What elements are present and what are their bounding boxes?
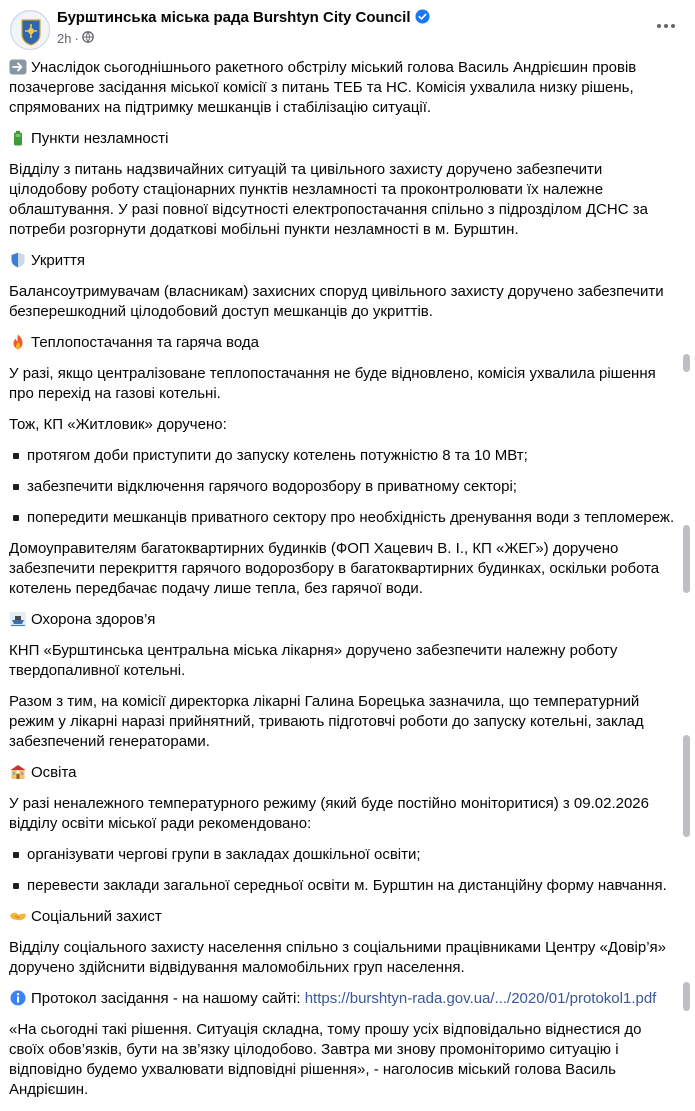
page-avatar[interactable] (10, 10, 50, 50)
shield-icon (9, 252, 27, 268)
heading-text: Освіта (31, 764, 77, 781)
fire-icon (9, 334, 27, 350)
list-item: протягом доби приступити до запуску котелень потужністю 8 та 10 МВт; (9, 446, 677, 466)
list-item: забезпечити відключення гарячого водорозбору в приватному секторі; (9, 477, 677, 497)
dot-icon (657, 24, 661, 28)
education-bullet-list (9, 845, 677, 896)
education-paragraph: У разі неналежного температурного режиму (який буде постійно моніторитися) з 09.02.2026 відділу освіти міської ради рекомендовано: (9, 795, 649, 832)
ship-icon (9, 611, 27, 627)
points-paragraph: Відділу з питань надзвичайних ситуацій та цивільного захисту доручено забезпечити цілодобову роботу стаціонарних пунктів незламності та проконтролювати їх належне облаштування. У разі повної відсутності електропостачання спільно з підрозділом ДСНС за потреби розгорнути додаткові мобільні пункти незламності в м. Бурштин. (9, 161, 648, 238)
more-options-button[interactable] (652, 14, 680, 38)
heat-houses-paragraph: Домоуправителям багатоквартирних будинків (ФОП Хацевич В. І., КП «ЖЕГ») доручено забезпечити перекриття гарячого водорозбору в багатоквартирних будинках, оскільки робота котелень передбачає подачу лише тепла, без гарячої води. (9, 540, 660, 597)
dot-icon (664, 24, 668, 28)
page-name[interactable] (57, 9, 430, 28)
post-body (9, 58, 677, 1111)
post-time[interactable]: 2h (57, 31, 72, 46)
section-heading-social (9, 907, 677, 927)
heading-text: Пункти незламності (31, 130, 169, 147)
heat-kp-paragraph: Тож, КП «Житловик» доручено: (9, 416, 227, 433)
heading-text: Теплопостачання та гаряча вода (31, 334, 259, 351)
right-arrow-icon (9, 59, 27, 75)
info-icon (9, 990, 27, 1006)
city-coat-of-arms-icon (11, 11, 50, 50)
quote-paragraph: «На сьогодні такі рішення. Ситуація складна, тому прошу усіх відповідально віднестися до своїх обов’язків, бути на зв’язку цілодобово. Завтра ми знову промоніторимо ситуацію і відповідно будемо ухвалювати відповідні рішення», - наголосив міський голова Василь Андрієшин. (9, 1021, 642, 1098)
shelter-paragraph: Балансоутримувачам (власникам) захисних споруд цивільного захисту доручено забезпечити безперешкодний цілодобовий доступ мешканців до укриттів. (9, 283, 664, 320)
list-item: попередити мешканців приватного сектору про необхідність дренування води з тепломереж. (9, 508, 677, 528)
intro-paragraph (9, 58, 677, 118)
social-paragraph: Відділу соціального захисту населення спільно з соціальними працівниками Центру «Довір’я» доручено здійснити відвідування маломобільних груп населення. (9, 939, 667, 976)
scrollbar-thumb[interactable] (683, 735, 690, 837)
scrollbar-thumb[interactable] (683, 354, 690, 372)
section-heading-heat (9, 333, 677, 353)
heading-text: Соціальний захист (31, 908, 162, 925)
dot-separator: · (74, 31, 79, 46)
page-name-text[interactable]: Бурштинська міська рада Burshtyn City Council (57, 9, 411, 26)
intro-text: Унаслідок сьогоднішнього ракетного обстрілу міський голова Василь Андрієшин провів позачергове засідання міської комісії з питань ТЕБ та НС. Комісія ухвалила низку рішень, спрямованих на підтримку мешканців і стабілізацію ситуації. (9, 59, 637, 116)
post-header (0, 0, 695, 58)
list-item: організувати чергові групи в закладах дошкільної освіти; (9, 845, 677, 865)
protocol-link[interactable]: https://burshtyn-rada.gov.ua/.../2020/01/protokol1.pdf (304, 990, 657, 1007)
section-heading-points (9, 129, 677, 149)
heading-text: Укриття (31, 252, 86, 269)
dot-icon (671, 24, 675, 28)
verified-badge-icon (415, 9, 430, 28)
health-paragraph-2: Разом з тим, на комісії директорка лікарні Галина Борецька зазначила, що температурний режим у лікарні наразі прийнятний, тривають підготовчі роботи до запуску котельні, заклад забезпечений генераторами. (9, 693, 644, 750)
battery-icon (9, 130, 27, 146)
scrollbar-thumb[interactable] (683, 982, 690, 1011)
heat-paragraph: У разі, якщо централізоване теплопостачання не буде відновлено, комісія ухвалила рішення про перехід на газові котельні. (9, 365, 656, 402)
post-meta (57, 31, 94, 46)
protocol-label: Протокол засідання - на нашому сайті: (31, 990, 305, 1007)
school-icon (9, 764, 27, 780)
scrollbar-thumb[interactable] (683, 525, 690, 593)
heat-bullet-list (9, 446, 677, 528)
handshake-icon (9, 908, 27, 924)
protocol-paragraph (9, 989, 677, 1009)
list-item: перевести заклади загальної середньої освіти м. Бурштин на дистанційну форму навчання. (9, 876, 677, 896)
health-paragraph: КНП «Бурштинська центральна міська лікарня» доручено забезпечити належну роботу твердопаливної котельні. (9, 642, 618, 679)
heading-text: Охорона здоров’я (31, 611, 156, 628)
section-heading-education (9, 763, 677, 783)
globe-icon[interactable] (82, 31, 94, 46)
section-heading-health (9, 610, 677, 630)
section-heading-shelter (9, 251, 677, 271)
